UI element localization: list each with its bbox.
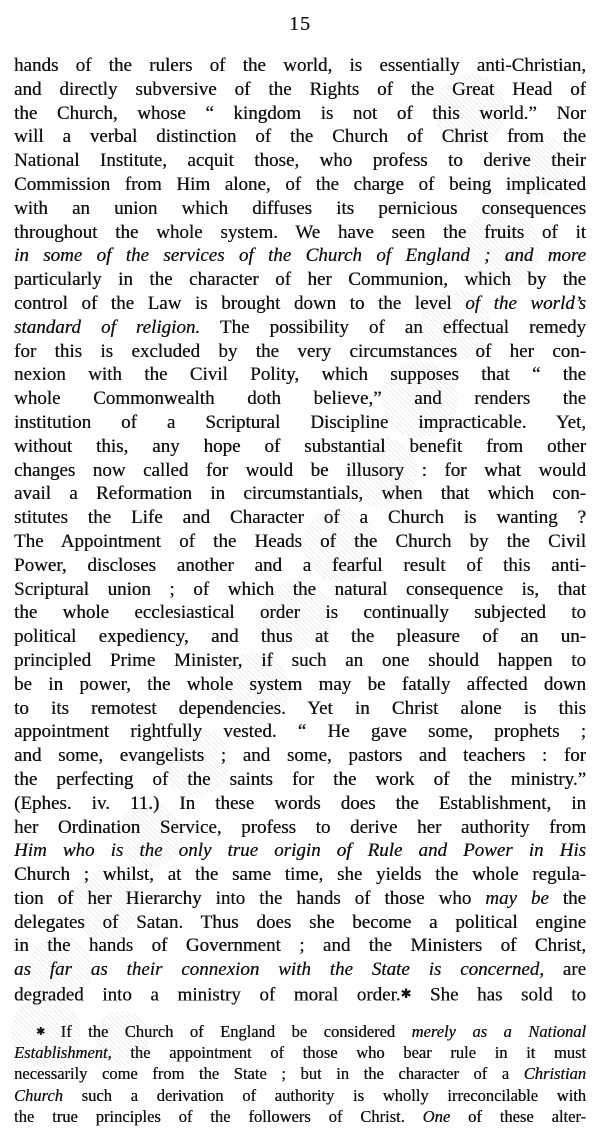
text-line bbox=[14, 482, 586, 506]
text-segment: One bbox=[422, 1106, 451, 1126]
text-line bbox=[14, 649, 586, 673]
text-line bbox=[14, 363, 586, 387]
text-segment: hands of the rulers of the world, is essentially anti-Christian, bbox=[14, 55, 586, 76]
text-segment: the appointment of those who bear rule in it must bbox=[111, 1043, 586, 1063]
text-segment: the true principles of the followers of Christ. bbox=[14, 1106, 423, 1126]
text-segment: National Institute, acquit those, who profess to derive their bbox=[14, 150, 586, 172]
text-segment: for this is excluded by the very circumstances of her con- bbox=[14, 340, 586, 362]
text-segment: the bbox=[548, 887, 586, 909]
text-segment: the Church, whose “ kingdom is not of this world.” Nor bbox=[14, 102, 586, 124]
text-line bbox=[14, 435, 586, 459]
text-segment: control of the Law is brought down to the level bbox=[14, 292, 466, 314]
text-segment: appointment rightfully vested. “ He gave some, prophets ; bbox=[14, 721, 586, 743]
text-segment: such a derivation of authority is wholly irreconcilable with bbox=[62, 1085, 586, 1105]
text-line bbox=[14, 244, 586, 268]
text-line bbox=[14, 125, 586, 149]
text-line bbox=[14, 554, 586, 578]
text-segment: nexion with the Civil Polity, which supposes that “ the bbox=[14, 364, 586, 386]
text-segment: Him who is the only true origin of Rule and Power in His bbox=[14, 840, 586, 862]
text-segment: merely as a National bbox=[411, 1022, 586, 1041]
text-line bbox=[14, 1085, 586, 1106]
text-segment: Power, discloses another and a fearful result of this anti- bbox=[14, 554, 586, 576]
text-segment: will a verbal distinction of the Church of Christ from the bbox=[14, 126, 586, 148]
text-segment: avail a Reformation in circumstantials, when that which con- bbox=[14, 483, 586, 505]
text-line bbox=[14, 78, 586, 102]
text-segment: principled Prime Minister, if such an one should happen to bbox=[14, 649, 586, 671]
text-segment: and some, evangelists ; and some, pastors and teachers : for bbox=[14, 745, 586, 767]
text-line bbox=[14, 1042, 586, 1063]
text-segment: whole Commonwealth doth believe,” and renders the bbox=[14, 388, 586, 410]
text-segment: political expediency, and thus at the pleasure of an un- bbox=[14, 626, 586, 648]
text-segment: Church bbox=[14, 1085, 63, 1105]
text-segment: (Ephes. iv. 11.) In these words does the Establishment, in bbox=[14, 792, 586, 814]
text-segment: Commission from Him alone, of the charge of being implicated bbox=[14, 173, 586, 195]
text-segment: of the world’s bbox=[465, 292, 586, 314]
text-segment: throughout the whole system. We have seen the fruits of it bbox=[14, 221, 586, 243]
text-segment: as far as their connexion with the State is concerned bbox=[14, 959, 540, 981]
text-line bbox=[14, 744, 586, 768]
footnote-ref-mark: ✱ bbox=[400, 986, 412, 1002]
text-segment: in some of the services of the Church of England ; and more bbox=[14, 245, 586, 267]
text-segment: degraded into a ministry of moral order. bbox=[14, 984, 401, 1006]
text-segment: and directly subversive of the Rights of the Great Head of bbox=[14, 78, 586, 100]
text-segment: institution of a Scriptural Discipline impracticable. Yet, bbox=[14, 411, 586, 433]
text-segment: her Ordination Service, profess to derive her authority from bbox=[14, 816, 586, 838]
text-line bbox=[14, 792, 586, 816]
text-segment: Establishment, bbox=[14, 1043, 112, 1063]
text-segment: may be bbox=[485, 887, 549, 909]
text-segment: with an union which diffuses its pernicious consequences bbox=[14, 197, 586, 219]
text-segment: of these alter- bbox=[450, 1106, 586, 1126]
text-line bbox=[14, 697, 586, 721]
text-line bbox=[14, 673, 586, 697]
page-number: 15 bbox=[289, 13, 311, 35]
footnote bbox=[14, 1021, 586, 1127]
text-line bbox=[14, 839, 586, 863]
text-line bbox=[14, 911, 586, 935]
text-line bbox=[14, 958, 586, 982]
text-segment: stitutes the Life and Character of a Church is wanting ? bbox=[14, 507, 586, 529]
text-line bbox=[14, 1063, 586, 1084]
text-segment: tion of her Hierarchy into the hands of those who bbox=[14, 887, 486, 909]
text-segment: She has sold to bbox=[411, 984, 586, 1006]
text-segment: delegates of Satan. Thus does she become a political engine bbox=[14, 911, 586, 933]
text-line bbox=[14, 982, 586, 1006]
text-segment: standard of religion. bbox=[14, 316, 201, 338]
text-segment: If the Church of England be considered bbox=[60, 1022, 412, 1041]
text-line bbox=[14, 173, 586, 197]
text-segment: the perfecting of the saints for the work of the ministry.” bbox=[14, 768, 586, 790]
text-line bbox=[14, 54, 586, 78]
text-segment: in the hands of Government ; and the Ministers of Christ, bbox=[14, 935, 586, 957]
text-line bbox=[14, 934, 586, 958]
text-line bbox=[14, 221, 586, 245]
text-line bbox=[14, 601, 586, 625]
text-line bbox=[14, 1021, 586, 1042]
text-line bbox=[14, 863, 586, 887]
text-line bbox=[14, 459, 586, 483]
footnote-ref-mark: ✱ bbox=[36, 1025, 61, 1038]
text-segment: Scriptural union ; of which the natural consequence is, that bbox=[14, 578, 586, 600]
text-line bbox=[14, 149, 586, 173]
text-segment: The Appointment of the Heads of the Church by the Civil bbox=[14, 530, 586, 552]
text-segment: The possibility of an effectual remedy bbox=[200, 316, 586, 338]
text-segment: , are bbox=[539, 959, 586, 981]
text-segment: without this, any hope of substantial benefit from other bbox=[14, 435, 586, 457]
text-line bbox=[14, 1106, 586, 1127]
text-segment: particularly in the character of her Communion, which by the bbox=[14, 269, 586, 291]
text-segment: be in power, the whole system may be fatally affected down bbox=[14, 673, 586, 695]
text-segment: the whole ecclesiastical order is continually subjected to bbox=[14, 602, 586, 624]
text-line bbox=[14, 578, 586, 602]
text-line bbox=[14, 316, 586, 340]
text-line bbox=[14, 411, 586, 435]
text-line bbox=[14, 102, 586, 126]
text-segment: necessarily come from the State ; but in the character of a bbox=[14, 1064, 524, 1084]
text-line bbox=[14, 197, 586, 221]
text-line bbox=[14, 768, 586, 792]
text-line bbox=[14, 887, 586, 911]
text-line bbox=[14, 268, 586, 292]
text-line bbox=[14, 720, 586, 744]
text-line bbox=[14, 816, 586, 840]
text-line bbox=[14, 530, 586, 554]
text-line bbox=[14, 292, 586, 316]
text-segment: to its remotest dependencies. Yet in Christ alone is this bbox=[14, 697, 586, 719]
text-line bbox=[14, 387, 586, 411]
text-segment: Christian bbox=[523, 1064, 586, 1084]
text-line bbox=[14, 625, 586, 649]
text-line bbox=[14, 340, 586, 364]
body-text bbox=[14, 54, 586, 1006]
text-segment: changes now called for would be illusory : for what would bbox=[14, 459, 586, 481]
text-line bbox=[14, 506, 586, 530]
text-segment: Church ; whilst, at the same time, she yields the whole regula- bbox=[14, 864, 586, 886]
